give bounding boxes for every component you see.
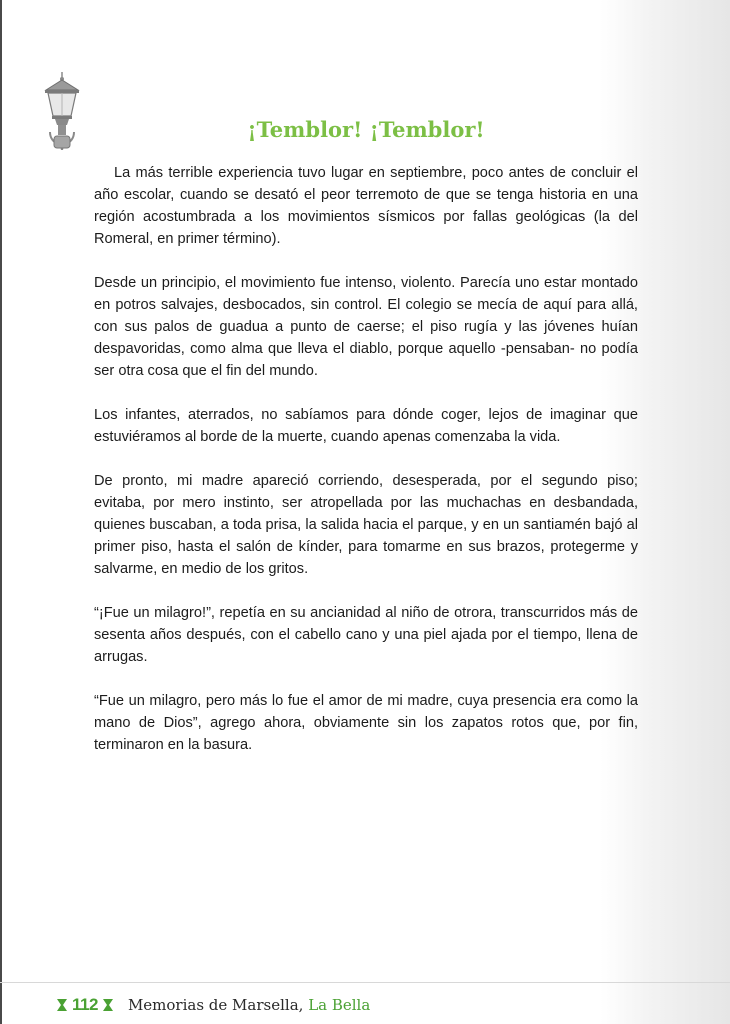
- paragraph: “¡Fue un milagro!”, repetía en su ancianidad al niño de otrora, transcurridos más de sesenta años después, con el cabello cano y una piel ajada por el tiempo, llena de arrugas.: [94, 605, 638, 665]
- hourglass-ornament-icon: [56, 998, 68, 1012]
- page-number: 112: [72, 995, 98, 1014]
- paragraph: La más terrible experiencia tuvo lugar en septiembre, poco antes de concluir el año escolar, cuando se desató el peor terremoto de que se tenga historia en una región acostumbrada a los movimientos sísmicos por fallas geológicas (la del Romeral, en primer término).: [94, 165, 638, 247]
- paragraph: “Fue un milagro, pero más lo fue el amor de mi madre, cuya presencia era como la mano de Dios”, agrego ahora, obviamente sin los zapatos rotos que, por fin, terminaron en la basura.: [94, 693, 638, 753]
- paragraph: Los infantes, aterrados, no sabíamos para dónde coger, lejos de imaginar que estuviéramos al borde de la muerte, cuando apenas comenzaba la vida.: [94, 407, 638, 445]
- footer-divider: [0, 982, 730, 983]
- paragraph: De pronto, mi madre apareció corriendo, desesperada, por el segundo piso; evitaba, por mero instinto, ser atropellada por las muchachas en desbandada, quienes buscaban, a toda prisa, la salida hacia el parque, y en un santiamén bajó al primer piso, hasta el salón de kínder, para tomarme en sus brazos, protegerme y salvarme, en medio de los gritos.: [94, 473, 638, 577]
- book-title: [128, 996, 370, 1014]
- page-footer: [56, 992, 370, 1018]
- page-title: ¡Temblor! ¡Temblor!: [247, 117, 485, 142]
- book-title-subtitle: La Bella: [308, 996, 371, 1014]
- chapter-body: [94, 162, 638, 778]
- paragraph: Desde un principio, el movimiento fue intenso, violento. Parecía uno estar montado en potros salvajes, desbocados, sin control. El colegio se mecía de aquí para allá, con sus palos de guadua a punto de caerse; el piso rugía y las jóvenes huían despavoridas, como alma que lleva el diablo, porque aquello -pensaban- no podía ser otra cosa que el fin del mundo.: [94, 275, 638, 379]
- book-title-main: Memorias de Marsella,: [127, 996, 304, 1014]
- street-lamp-icon: [40, 70, 84, 152]
- page-left-border: [0, 0, 2, 1024]
- hourglass-ornament-icon: [102, 998, 114, 1012]
